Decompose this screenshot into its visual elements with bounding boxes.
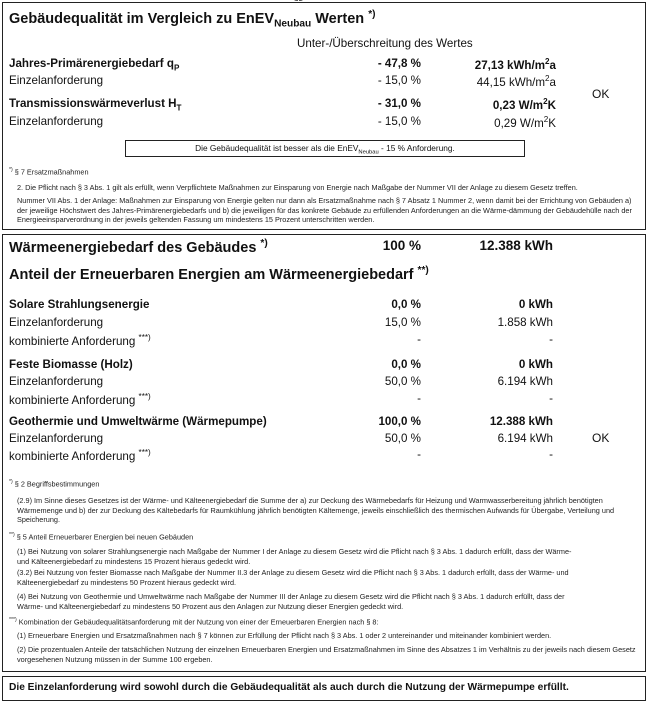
footnote-1-paragraph-2: Nummer VII Abs. 1 der Anlage: Maßnahmen zur Einsparung von Energie gelten nur dann als Ersatzmaßnahme nach § 7 Absatz 1 Nummer 2, wenn damit bei der Errichtung von Gebäuden a) der jeweilige Höchstwert des Jahres-Primärenergiebedarfs und b) die jeweiligen für das konkrete Gebäude zu erfüllenden Anforderungen an die Wärme-dämmung der Gebäudehülle nach der Energieeinsparverordnung in der jeweils geltenden Fassung um mindestens 15 Prozent unterschritten werden.: [17, 196, 632, 224]
heat-demand-label: Wärmeenergiebedarf des Gebäudes *): [9, 238, 268, 256]
biomass-combined-value: -: [549, 392, 553, 405]
footnote-renewables-paragraph-3: (4) Bei Nutzung von Geothermie und Umweltwärme nach Maßgabe der Nummer III der Anlage zu diesem Gesetz wird die Pflicht nach § 3 Abs. 1 dadurch erfüllt, dass der Wärme- und Kälteenergiebedarf zu mindestens 50 Prozent aus den Anlagen zur Nutzung dieser Energien gedeckt wird.: [17, 592, 565, 611]
heat-demand-pct: 100 %: [382, 238, 421, 253]
solar-requirement-value: 1.858 kWh: [497, 316, 553, 329]
heat-pump-combined-value: -: [549, 448, 553, 461]
biomass-combined-label: kombinierte Anforderung ***): [9, 392, 151, 407]
primary-energy-requirement-value: 44,15 kWh/$m^2a$: [476, 74, 556, 89]
heat-pump-pct: 100,0 %: [378, 415, 421, 428]
solar-combined-pct: -: [417, 333, 421, 346]
solar-requirement-label: Einzelanforderung: [9, 316, 104, 329]
biomass-requirement-value: 6.194 kWh: [497, 375, 553, 388]
footnote-combination-paragraph-1: (1) Erneuerbare Energien und Ersatzmaßnahmen nach § 7 können zur Erfüllung der Pflicht nach § 3 Abs. 1 oder 2 untereinander und miteinander kombiniert werden.: [17, 631, 552, 640]
biomass-label: Feste Biomasse (Holz): [9, 358, 133, 371]
footnote-renewables-paragraph-2: (3.2) Bei Nutzung von fester Biomasse nach Maßgabe der Nummer II.3 der Anlage zu diesem Gesetz wird die Pflicht nach § 3 Abs. 1 dadurch erfüllt, dass der Wärme- und Kälteenergiebedarf zu mindestens 50 Prozent hieraus gedeckt wird.: [17, 568, 569, 587]
footnote-1-paragraph-1: 2. Die Pflicht nach § 3 Abs. 1 gilt als erfüllt, wenn Verpflichtete Maßnahmen zur Einsparung von Energie nach Maßgabe der Nummer VII der Anlage zu diesem Gesetz treffen.: [17, 183, 578, 192]
transmission-loss-pct: - 31,0 %: [377, 97, 421, 110]
solar-combined-value: -: [549, 333, 553, 346]
footnote-renewables-heading: **) § 5 Anteil Erneuerbarer Energien bei neuen Gebäuden: [9, 532, 194, 542]
notice-box: Die Gebäudequalität ist besser als die EnEV$_{Neubau}$ - 15 % Anforderung.: [125, 140, 525, 157]
conclusion-section: [2, 676, 646, 701]
heat-pump-value: 12.388 kWh: [489, 415, 553, 428]
heat-pump-combined-label: kombinierte Anforderung ***): [9, 448, 151, 463]
footnote-1-heading: *) § 7 Ersatzmaßnahmen: [9, 167, 89, 177]
solar-requirement-pct: 15,0 %: [384, 316, 421, 329]
primary-energy-pct: - 47,8 %: [377, 57, 421, 70]
solar-pct: 0,0 %: [391, 298, 421, 311]
primary-energy-value: 27,13 kWh/$m^2a$: [474, 57, 556, 72]
ok-status: OK: [592, 431, 610, 445]
solar-label: Solare Strahlungsenergie: [9, 298, 150, 311]
footnote-combination-paragraph-2: (2) Die prozentualen Anteile der tatsächlichen Nutzung der einzelnen Erneuerbaren Energien und Ersatzmaßnahmen im Sinne des Absatzes 1 im Verhältnis zu der jeweils nach diesem Gesetz vorgesehenen Nutzung müssen in der Summe 100 ergeben.: [17, 645, 636, 664]
heat-pump-label: Geothermie und Umweltwärme (Wärmepumpe): [9, 415, 267, 428]
solar-value: 0 kWh: [518, 298, 553, 311]
footnote-combination-heading: ***) Kombination der Gebäudequalitätsanforderung mit der Nutzung von einer der Erneuerbaren Energien nach § 8:: [9, 617, 379, 627]
heat-pump-requirement-value: 6.194 kWh: [497, 432, 553, 445]
biomass-requirement-pct: 50,0 %: [384, 375, 421, 388]
transmission-loss-label: Transmissionswärmeverlust $H_T$: [9, 97, 182, 113]
conclusion-text: Die Einzelanforderung wird sowohl durch die Gebäudequalität als auch durch die Nutzung der Wärmepumpe erfüllt.: [9, 682, 569, 693]
heat-pump-requirement-label: Einzelanforderung: [9, 432, 104, 445]
renewable-share-title: Anteil der Erneuerbaren Energien am Wärmeenergiebedarf **): [9, 265, 429, 283]
renewable-energy-section: [2, 234, 646, 672]
footnote-definitions-paragraph: (2.9) Im Sinne dieses Gesetzes ist der Wärme- und Kälteenergiebedarf die Summe der a) zur Deckung des Wärmebedarfs für Heizung und Warmwasserbereitung jährlich benötigten Wärmemenge und b) der zur Deckung des Kältebedarfs für Raumkühlung jährlich benötigten Kältemenge, jeweils einschließlich des thermischen Aufwands für Übergabe, Verteilung und Speicherung.: [17, 496, 615, 524]
biomass-value: 0 kWh: [518, 358, 553, 371]
heat-demand-value: 12.388 kWh: [479, 238, 553, 253]
biomass-pct: 0,0 %: [391, 358, 421, 371]
transmission-loss-value: 0,23 $W/m^2K$: [492, 97, 556, 112]
building-quality-section: [2, 2, 646, 230]
footnote-renewables-paragraph-1: (1) Bei Nutzung von solarer Strahlungsenergie nach Maßgabe der Nummer I der Anlage zu diesem Gesetz wird die Pflicht nach § 3 Abs. 1 dadurch erfüllt, dass der Wärme- und Kälteenergiebedarf zu mindestens 15 Prozent hieraus gedeckt wird.: [17, 547, 572, 566]
section-title: Gebäudequalität im Vergleich zu EnEV$_{Neubau}$ Werten *): [9, 9, 376, 30]
biomass-requirement-label: Einzelanforderung: [9, 375, 104, 388]
primary-energy-requirement-label: Einzelanforderung: [9, 74, 104, 87]
primary-energy-requirement-pct: - 15,0 %: [377, 74, 421, 87]
footnote-definitions-heading: *) § 2 Begriffsbestimmungen: [9, 479, 100, 489]
biomass-combined-pct: -: [417, 392, 421, 405]
primary-energy-label: Jahres-Primärenergiebedarf $q_P$: [9, 57, 180, 73]
heat-pump-combined-pct: -: [417, 448, 421, 461]
transmission-requirement-value: 0,29 $W/m^2K$: [494, 115, 556, 130]
column-subheader: Unter-/Überschreitung des Wertes: [297, 37, 473, 50]
transmission-requirement-label: Einzelanforderung: [9, 115, 104, 128]
solar-combined-label: kombinierte Anforderung ***): [9, 333, 151, 348]
heat-pump-requirement-pct: 50,0 %: [384, 432, 421, 445]
transmission-requirement-pct: - 15,0 %: [377, 115, 421, 128]
ok-status: OK: [592, 87, 610, 101]
